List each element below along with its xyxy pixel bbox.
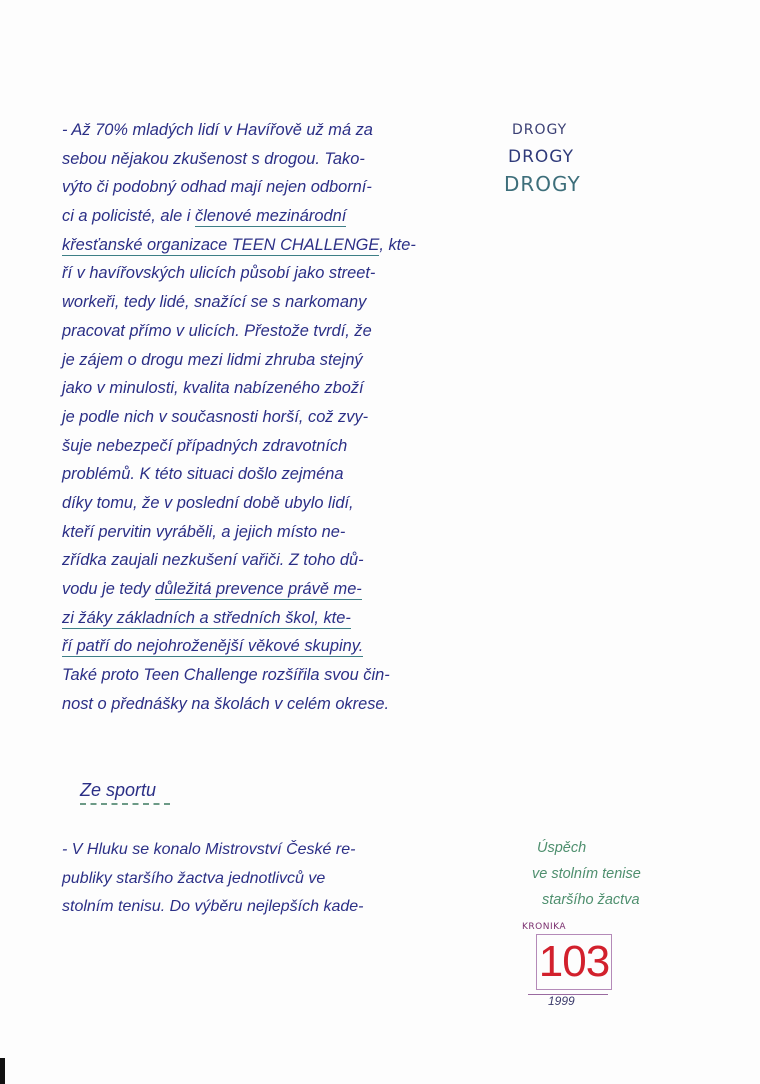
page-number: 103 <box>538 937 610 986</box>
scan-edge-mark <box>0 1058 5 1084</box>
text-line <box>62 460 416 489</box>
text-line <box>62 865 363 894</box>
text-segment: ci a policisté, ale i <box>62 207 196 226</box>
margin-note-success: Úspěch <box>537 840 587 856</box>
text-line <box>62 604 416 633</box>
stamp-label: KRONIKA <box>522 922 567 932</box>
text-line <box>62 202 416 231</box>
text-line <box>62 546 416 575</box>
text-line <box>62 489 416 518</box>
text-segment: Také proto Teen Challenge rozšířila svou čin- <box>62 666 390 685</box>
text-segment: stolním tenisu. Do výběru nejlepších kade- <box>62 898 364 916</box>
margin-note-drogy: DROGY <box>512 122 568 138</box>
text-segment: - Až 70% mladých lidí v Havířově už má za <box>62 121 373 139</box>
text-line <box>62 173 416 202</box>
text-line <box>62 403 416 432</box>
text-line <box>62 432 416 461</box>
text-segment: - V Hluku se konalo Mistrovství České re- <box>62 841 356 858</box>
stamp-year: 1999 <box>548 994 575 1008</box>
text-line <box>62 145 416 174</box>
margin-note-success: staršího žactva <box>542 892 640 908</box>
text-segment: publiky staršího žactva jednotlivců ve <box>62 869 326 887</box>
text-segment: nost o přednášky na školách v celém okrese. <box>62 694 390 713</box>
text-segment: ří v havířovských ulicích působí jako street- <box>62 264 376 283</box>
text-line <box>62 575 416 604</box>
page-number-stamp <box>536 934 612 990</box>
text-segment: problémů. K této situaci došlo zejména <box>62 465 344 484</box>
text-line <box>62 836 363 865</box>
text-segment: pracovat přímo v ulicích. Přestože tvrdí, že <box>62 321 372 340</box>
text-line <box>62 518 416 547</box>
text-segment: díky tomu, že v poslední době ubylo lidí, <box>62 493 354 512</box>
margin-note-drogy: DROGY <box>504 172 581 196</box>
text-segment: workeři, tedy lidé, snažící se s narkomany <box>62 293 367 312</box>
text-line <box>62 231 416 260</box>
text-segment: jako v minulosti, kvalita nabízeného zboží <box>62 379 364 398</box>
margin-note-drogy: DROGY <box>508 147 574 167</box>
underlined-text: důležitá prevence právě me- <box>154 580 362 598</box>
underlined-text: členové mezinárodní <box>195 207 347 226</box>
text-line <box>62 893 363 922</box>
text-line <box>62 632 416 661</box>
underlined-text: křesťanské organizace TEEN CHALLENGE <box>62 235 380 254</box>
text-segment: je zájem o drogu mezi lidmi zhruba stejný <box>62 350 363 369</box>
text-segment: vodu je tedy <box>62 580 155 598</box>
text-line <box>62 661 416 690</box>
text-line <box>62 374 416 403</box>
text-line <box>62 259 416 288</box>
text-segment: výto či podobný odhad mají nejen odborní- <box>62 178 372 197</box>
text-line <box>62 116 416 145</box>
text-line <box>62 317 416 346</box>
underlined-text: zi žáky základních a středních škol, kte- <box>62 608 351 627</box>
text-segment: , kte- <box>379 235 416 254</box>
text-segment: je podle nich v současnosti horší, což zvy- <box>62 407 369 426</box>
section-heading-sport: Ze sportu <box>80 780 170 805</box>
text-line <box>62 288 416 317</box>
text-segment: šuje nebezpečí případných zdravotních <box>62 436 348 455</box>
margin-note-success: ve stolním tenise <box>532 866 641 882</box>
text-segment: kteří pervitin vyráběli, a jejich místo ne- <box>62 522 346 541</box>
text-segment: sebou nějakou zkušenost s drogou. Tako- <box>62 149 365 168</box>
text-segment: zřídka zaujali nezkušení vařiči. Z toho dů- <box>62 551 364 570</box>
text-line <box>62 346 416 375</box>
underlined-text: ří patří do nejohroženější věkové skupiny. <box>62 637 364 656</box>
text-line <box>62 690 416 719</box>
article-body <box>62 116 416 718</box>
sport-body <box>62 836 363 922</box>
